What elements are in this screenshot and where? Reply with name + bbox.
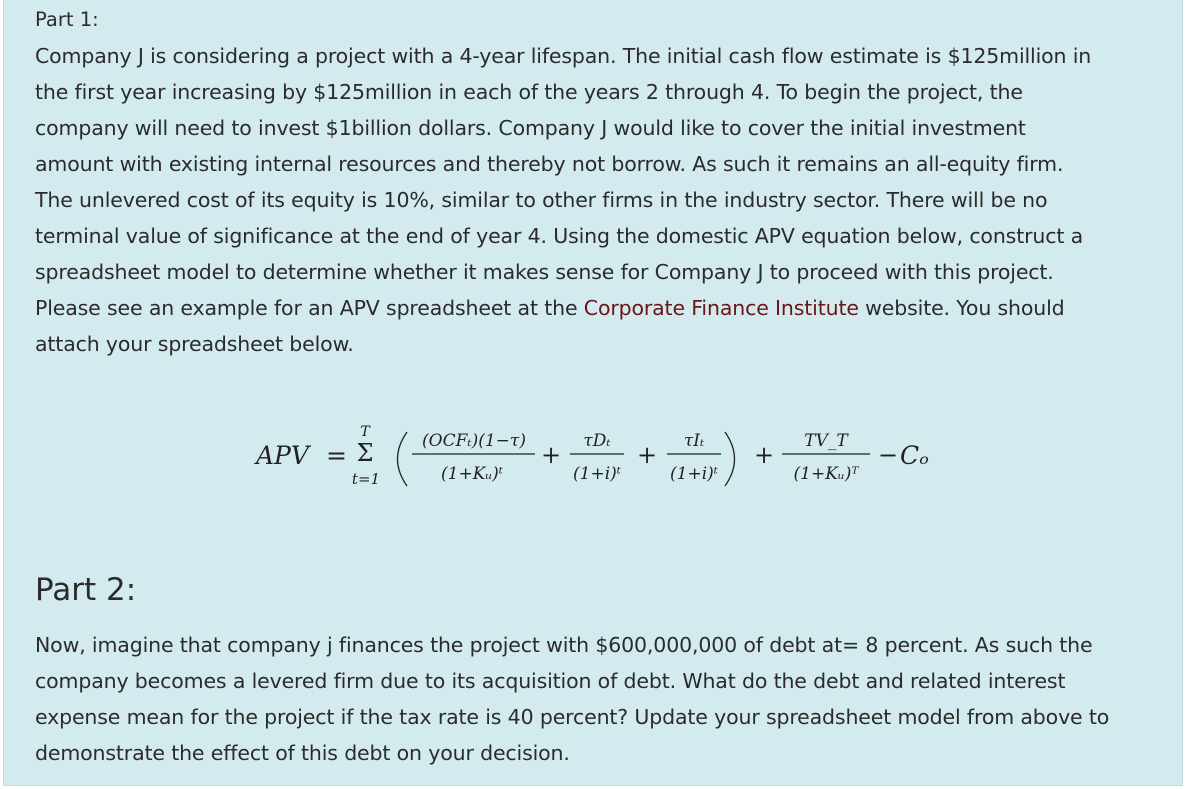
line-text-after-link: website. You should [858, 296, 1065, 320]
term4-denominator: (1+Kᵤ)ᵀ [793, 464, 859, 484]
plus-1: + [541, 441, 562, 469]
minus-sign: − [878, 441, 899, 469]
plus-3: + [754, 441, 775, 469]
sum-lower-limit: t=1 [351, 470, 381, 488]
question-panel [3, 0, 1183, 786]
part2-line: company becomes a levered firm due to its acquisition of debt. What do the debt and related interest [35, 669, 1066, 693]
part2-line: Now, imagine that company j finances the project with $600,000,000 of debt at= 8 percent. As such the [35, 633, 1093, 657]
apv-formula-svg [254, 418, 974, 498]
term1-numerator: (OCFₜ)(1−τ) [422, 431, 526, 451]
term3-denominator: (1+i)ᵗ [670, 464, 718, 484]
sum-upper-limit: T [360, 424, 370, 440]
part2-title: Part 2: [35, 572, 137, 608]
part1-line: terminal value of significance at the end of year 4. Using the domestic APV equation below, construct a [35, 224, 1083, 248]
corporate-finance-institute-link[interactable]: Corporate Finance Institute [583, 296, 859, 320]
term2-numerator: τDₜ [583, 431, 611, 451]
left-big-paren [398, 432, 408, 486]
formula-lhs: APV [256, 441, 309, 470]
part1-line: The unlevered cost of its equity is 10%, similar to other firms in the industry sector. There will be no [35, 188, 1048, 212]
term4-numerator: TV_T [804, 431, 848, 451]
part1-line-with-link [35, 290, 1175, 326]
part1-line: attach your spreadsheet below. [35, 332, 354, 356]
part2-paragraph [35, 627, 1175, 771]
part1-title: Part 1: [35, 8, 99, 31]
part2-line: expense mean for the project if the tax rate is 40 percent? Update your spreadsheet model from above to [35, 705, 1110, 729]
term1-denominator: (1+Kᵤ)ᵗ [441, 464, 503, 484]
formula-equals: = [326, 441, 347, 470]
part1-line: spreadsheet model to determine whether it makes sense for Company J to proceed with this project. [35, 260, 1054, 284]
part1-line: company will need to invest $1billion dollars. Company J would like to cover the initial investment [35, 116, 1026, 140]
part1-paragraph [35, 38, 1175, 362]
part1-line: amount with existing internal resources and thereby not borrow. As such it remains an all-equity firm. [35, 152, 1064, 176]
term2-denominator: (1+i)ᵗ [573, 464, 621, 484]
right-big-paren [725, 432, 735, 486]
part1-line: the first year increasing by $125million in each of the years 2 through 4. To begin the project, the [35, 80, 1023, 104]
sum-symbol: Σ [356, 439, 374, 467]
initial-cost-term: Cₒ [900, 441, 929, 470]
part1-line: Company J is considering a project with a 4-year lifespan. The initial cash flow estimate is $125million in [35, 44, 1092, 68]
plus-2: + [637, 441, 658, 469]
apv-formula [254, 418, 974, 498]
term3-numerator: τIₜ [683, 431, 705, 451]
line-text-before-link: Please see an example for an APV spreadsheet at the [35, 296, 584, 320]
part2-line: demonstrate the effect of this debt on your decision. [35, 741, 570, 765]
